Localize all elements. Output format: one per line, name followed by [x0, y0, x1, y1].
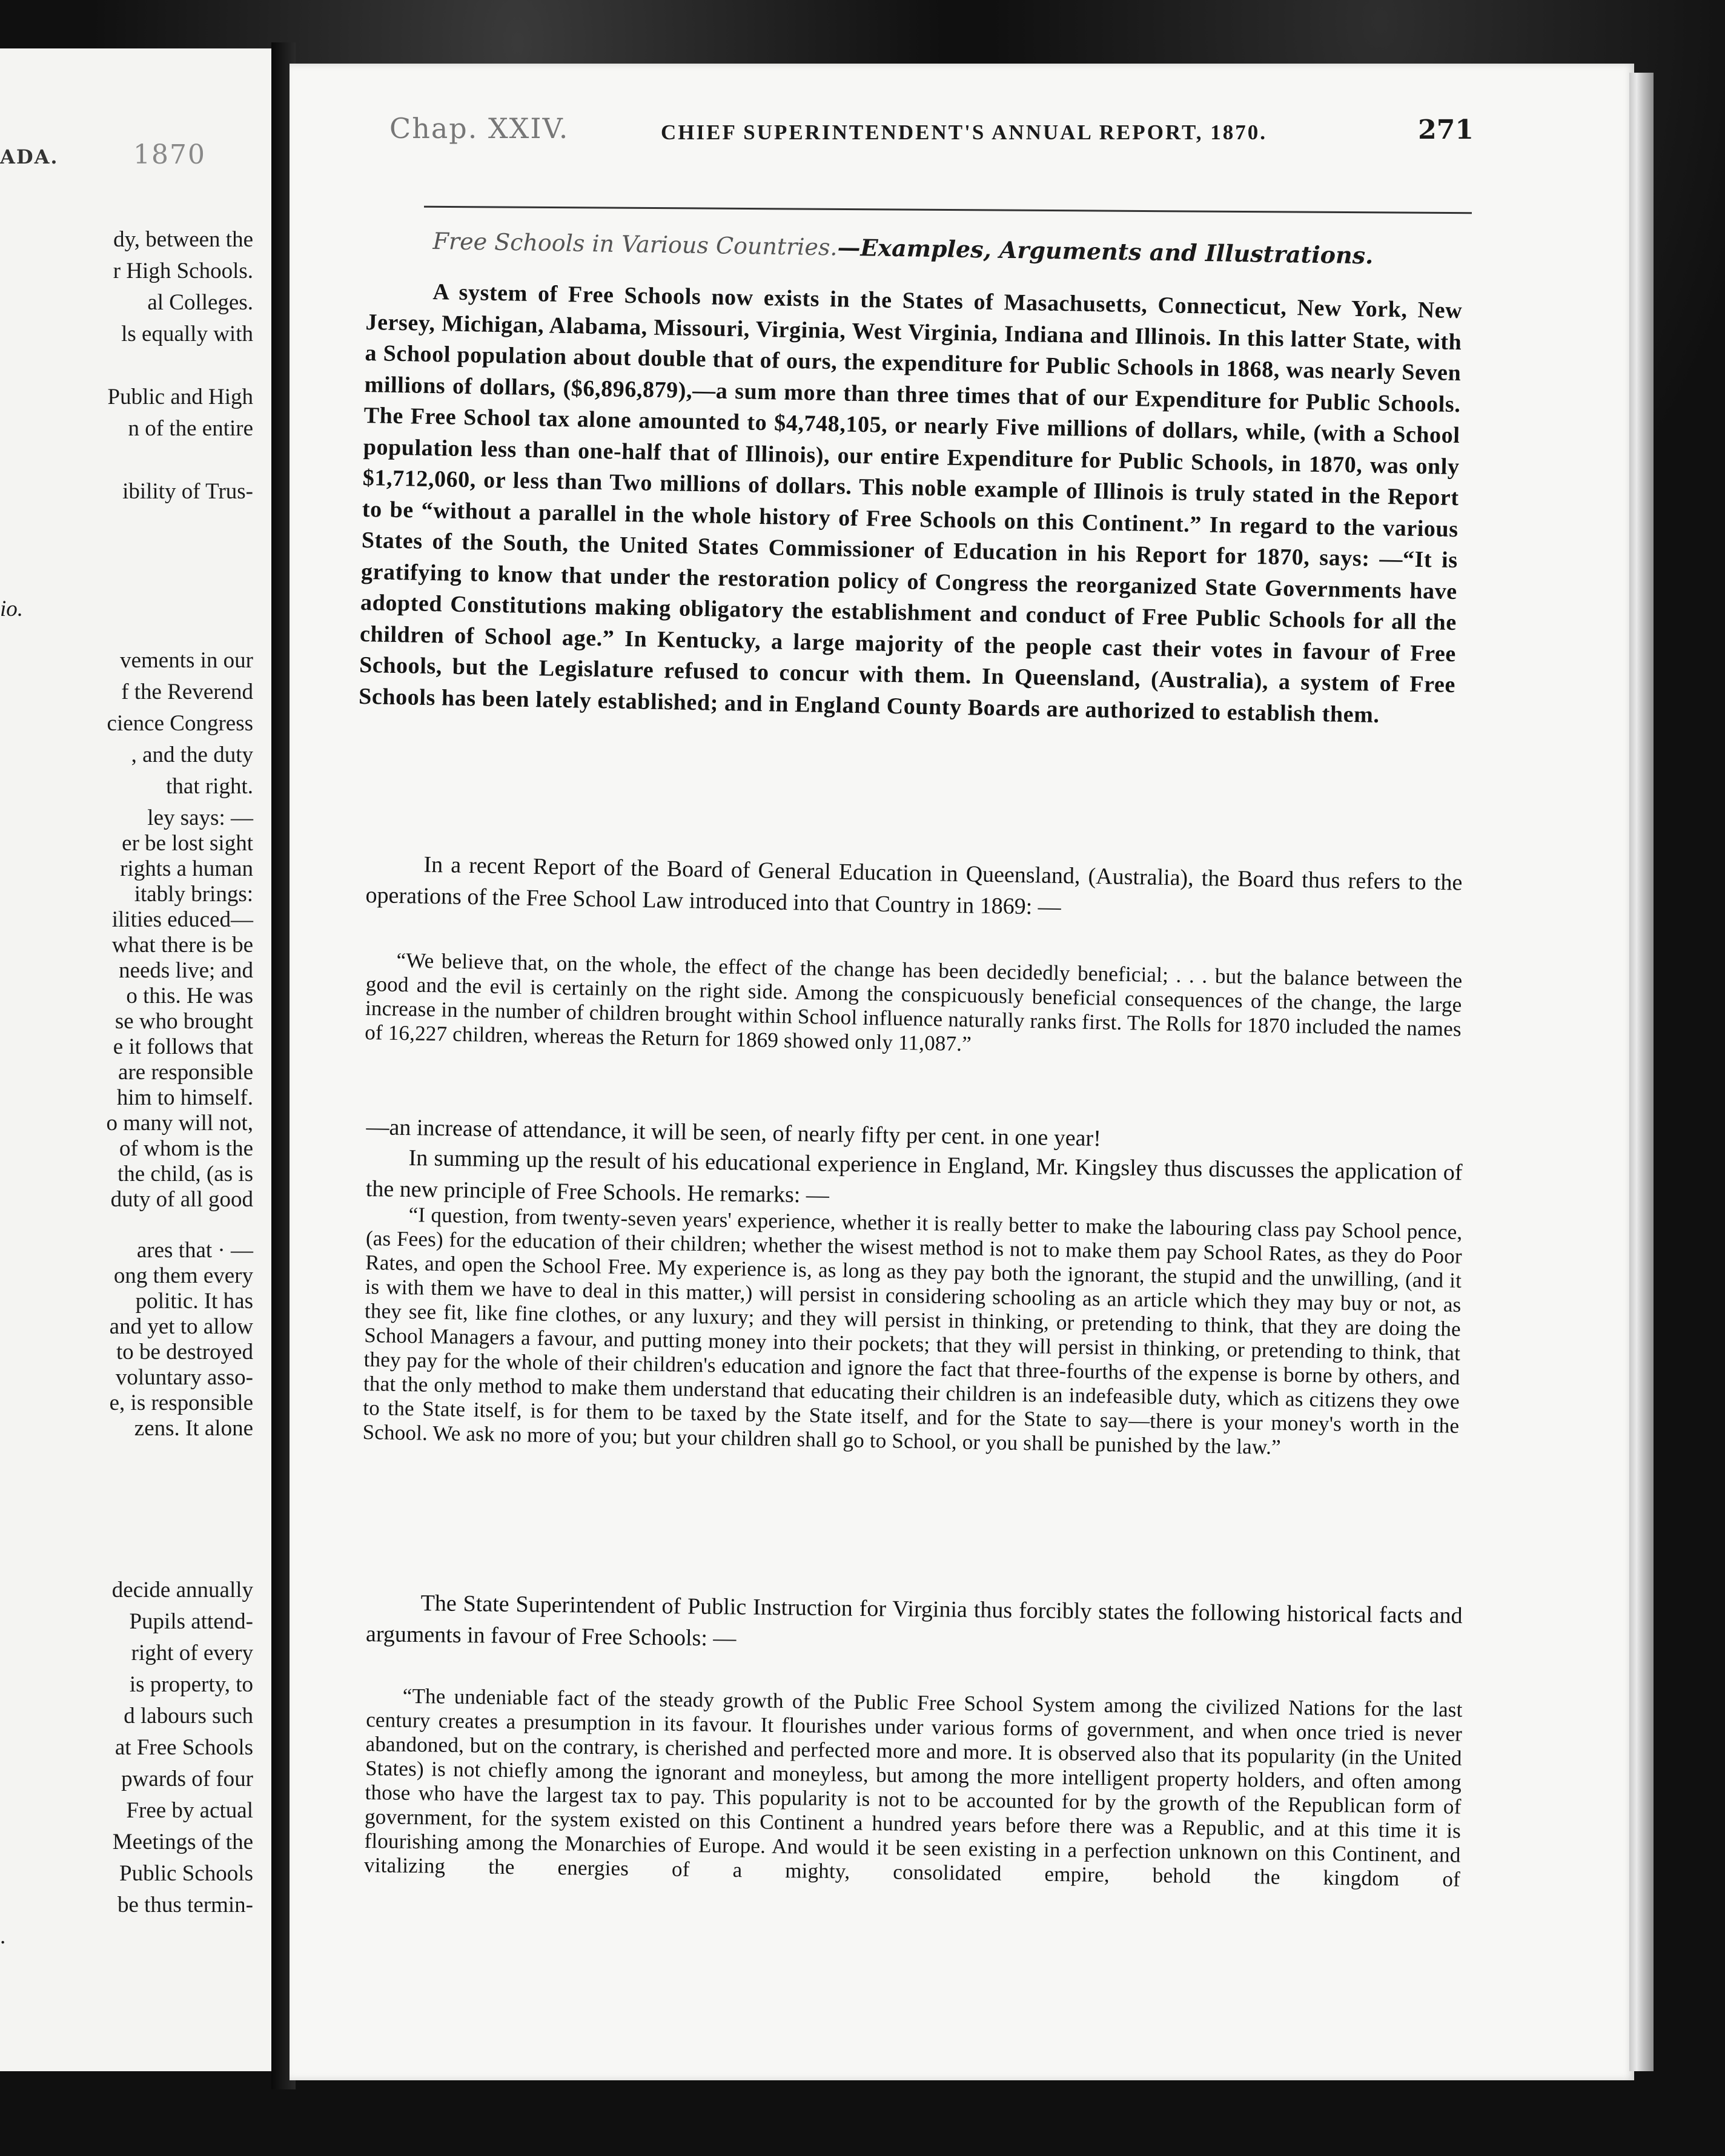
- left-page-line: that right.: [166, 774, 253, 799]
- left-page-line: f the Reverend: [121, 680, 253, 704]
- left-page-line: al Colleges.: [147, 290, 253, 315]
- left-page-line: of whom is the: [119, 1136, 253, 1161]
- left-page-line: be thus termin-: [117, 1893, 253, 1917]
- left-page-line: , and the duty: [131, 742, 253, 767]
- left-page-line: io.: [0, 597, 24, 621]
- page-edge: [1629, 73, 1654, 2071]
- left-page-line: dy, between the: [113, 227, 253, 252]
- left-page-line: se who brought: [114, 1009, 253, 1034]
- left-page-line: duty of all good: [110, 1187, 253, 1212]
- left-page-line: Meetings of the: [112, 1830, 253, 1854]
- left-page-line: decide annually: [111, 1578, 253, 1602]
- left-page-line: ong them every: [113, 1263, 253, 1288]
- left-page-line: voluntary asso-: [115, 1365, 253, 1390]
- chapter-label: Chap. XXIV.: [389, 112, 569, 145]
- left-page-line: the child, (as is: [117, 1162, 253, 1186]
- left-page-line: vements in our: [120, 648, 253, 673]
- left-page-line: cience Congress: [107, 711, 253, 736]
- left-header-year: 1870: [133, 139, 206, 170]
- left-page-line: and yet to allow: [109, 1314, 253, 1339]
- left-page-line: ley says: —: [147, 805, 253, 830]
- left-page-line: Free by actual: [126, 1798, 253, 1823]
- left-page-line: n of the entire: [128, 416, 253, 441]
- left-page-line: are responsible: [118, 1060, 253, 1085]
- left-page-line: Public and High: [107, 385, 253, 409]
- left-page-line: er be lost sight: [122, 831, 253, 856]
- left-page-line: pwards of four: [121, 1767, 253, 1791]
- report-title: CHIEF SUPERINTENDENT'S ANNUAL REPORT, 1870.: [661, 121, 1267, 144]
- left-page-line: ls equally with: [121, 322, 253, 346]
- left-page-line: him to himself.: [116, 1085, 253, 1110]
- left-page-line: r High Schools.: [113, 259, 253, 283]
- left-page-line: to be destroyed: [116, 1340, 253, 1364]
- paragraph-text: In a recent Report of the Board of General Education in Queensland, (Australia), the Board thus refers to the operations of the Free School Law introduced into that Country in 1869: —: [365, 851, 1463, 921]
- left-page-line: what there is be: [111, 933, 253, 957]
- left-page-line: o this. He was: [126, 984, 253, 1008]
- paragraph-text: In summing up the result of his educational experience in England, Mr. Kingsley thus discusses the application of the new principle of Free Schools. He remarks: —: [365, 1145, 1463, 1208]
- paragraph-virginia-intro: [366, 1587, 1463, 1663]
- left-header-word: ADA.: [0, 145, 59, 168]
- left-page-line: .: [0, 1924, 6, 1949]
- left-page-line: right of every: [131, 1641, 253, 1665]
- left-page-line: ares that · —: [136, 1238, 253, 1263]
- paragraph-text: —an increase of attendance, it will be seen, of nearly fifty per cent. in one year!: [366, 1114, 1102, 1152]
- left-page-line: at Free Schools: [114, 1735, 253, 1760]
- left-page-line: rights a human: [120, 856, 253, 881]
- section-title-lead: Free Schools in Various Countries.: [432, 227, 838, 261]
- left-page-line: is property, to: [129, 1672, 253, 1697]
- left-page-line: ibility of Trus-: [122, 479, 253, 504]
- quote-virginia-superintendent: [364, 1684, 1463, 1892]
- quote-text: “We believe that, on the whole, the effect of the change has been decidedly beneficial; . . . but the balance between the good and the evil is certainly on the right side. Among the conspicuously beneficial consequences of the change, the large increase in the number of children brought within School influence naturally ranks first. The Rolls for 1870 included the names of 16,227 children, whereas the Return for 1869 showed only 11,087.”: [364, 948, 1463, 1056]
- paragraph-free-schools-states: [359, 276, 1463, 732]
- quote-text: “I question, from twenty-seven years' experience, whether it is really better to make the labouring class pay School pence, (as Fees) for the education of their children; whether the wisest method is not to make them pay School Rates, as they do Poor Rates, and open the School Free. My experience is, as long as they pay both the ignorant, the stupid and the unwilling, (and it is with them we have to deal in this matter,) will persist in considering schooling as an article which they may buy or not, as they see fit, like fine clothes, or any luxury; and they will persist in thinking, or pretending to think, that they are doing the School Managers a favour, and putting money into their pockets; that they will persist in thinking, or pretending to think, that they pay for the whole of their children's education and ignore the fact that three-fourths of the expense is borne by others, and that the only method to make them understand that educating their children is an indefeasible duty, which as citizens they owe to the State itself, is for them to be taxed by the State itself, and for the State to say—there is your money's worth in the School. We ask no more of you; but your children shall go to School, or you shall be punished by the law.”: [362, 1203, 1463, 1460]
- section-title-rest: —Examples, Arguments and Illustrations.: [837, 233, 1374, 270]
- left-page-line: zens. It alone: [134, 1416, 253, 1441]
- left-page-line: Pupils attend-: [129, 1609, 253, 1634]
- running-head: [389, 112, 1474, 160]
- paragraph-text: The State Superintendent of Public Instruction for Virginia thus forcibly states the following historical facts and arguments in favour of Free Schools: —: [365, 1590, 1463, 1652]
- left-page-line: o many will not,: [106, 1111, 253, 1136]
- left-page-line: needs live; and: [119, 958, 253, 983]
- paragraph-text: A system of Free Schools now exists in the States of Masachusetts, Connecticut, New York, New Jersey, Michigan, Alabama, Missouri, Virginia, West Virginia, Indiana and Illinois. In this latter State, with a School population about double that of ours, the expenditure for Public Schools in 1868, was nearly Seven millions of dollars, ($6,896,879),—a sum more than three times that of our Expenditure for Public Schools. The Free School tax alone amounted to $4,748,105, or nearly Five millions of dollars, while, (with a School population less than one-half that of Illinois), our entire Expenditure for Public Schools, in 1870, was only $1,712,060, or less than Two millions of dollars. This noble example of Illinois is truly stated in the Report to be “without a parallel in the whole history of Free Schools on this Continent.” In regard to the various States of the South, the United States Commissioner of Education in his Report for 1870, says: —“It is gratifying to know that under the restoration policy of Congress the reorganized State Governments have adopted Constitutions making obligatory the establishment and conduct of Free Public Schools for all the children of School age.” In Kentucky, a large majority of the people cast their votes in favour of Free Schools, but the Legislature refused to concur with them. In Queensland, (Australia), a system of Free Schools has been lately established; and in England County Boards are authorized to establish them.: [358, 279, 1463, 728]
- left-page-line: d labours such: [124, 1704, 253, 1728]
- left-page-line: ilities educed—: [111, 907, 253, 932]
- left-page-line: politic. It has: [135, 1289, 253, 1314]
- left-page-line: e, is responsible: [109, 1390, 253, 1415]
- left-page-line: e it follows that: [113, 1034, 253, 1059]
- left-page-line: itably brings:: [134, 882, 253, 907]
- quote-text: “The undeniable fact of the steady growth of the Public Free School System among the civilized Nations for the last century creates a presumption in its favour. It flourishes under various forms of government, and when once tried is never abandoned, but on the contrary, is cherished and perfected more and more. It is observed also that its popularity (in the United States) is not chiefly among the ignorant and moneyless, but among the more intelligent property holders, and often among those who have the largest tax to pay. This popularity is not to be accounted for by the growth of the Republican form of government, for the system existed on this Continent a hundred years before there was a Republic, and at this time it is flourishing among the Monarchies of Europe. And would it be seen existing in a perfection unknown on this Continent, and vitalizing the energies of a mighty, consolidated empire, behold the kingdom of: [363, 1684, 1463, 1891]
- quote-kingsley: [362, 1202, 1462, 1463]
- left-page-line: Public Schools: [119, 1861, 253, 1886]
- left-facing-page: [0, 48, 275, 2071]
- page-number: 271: [1418, 114, 1474, 145]
